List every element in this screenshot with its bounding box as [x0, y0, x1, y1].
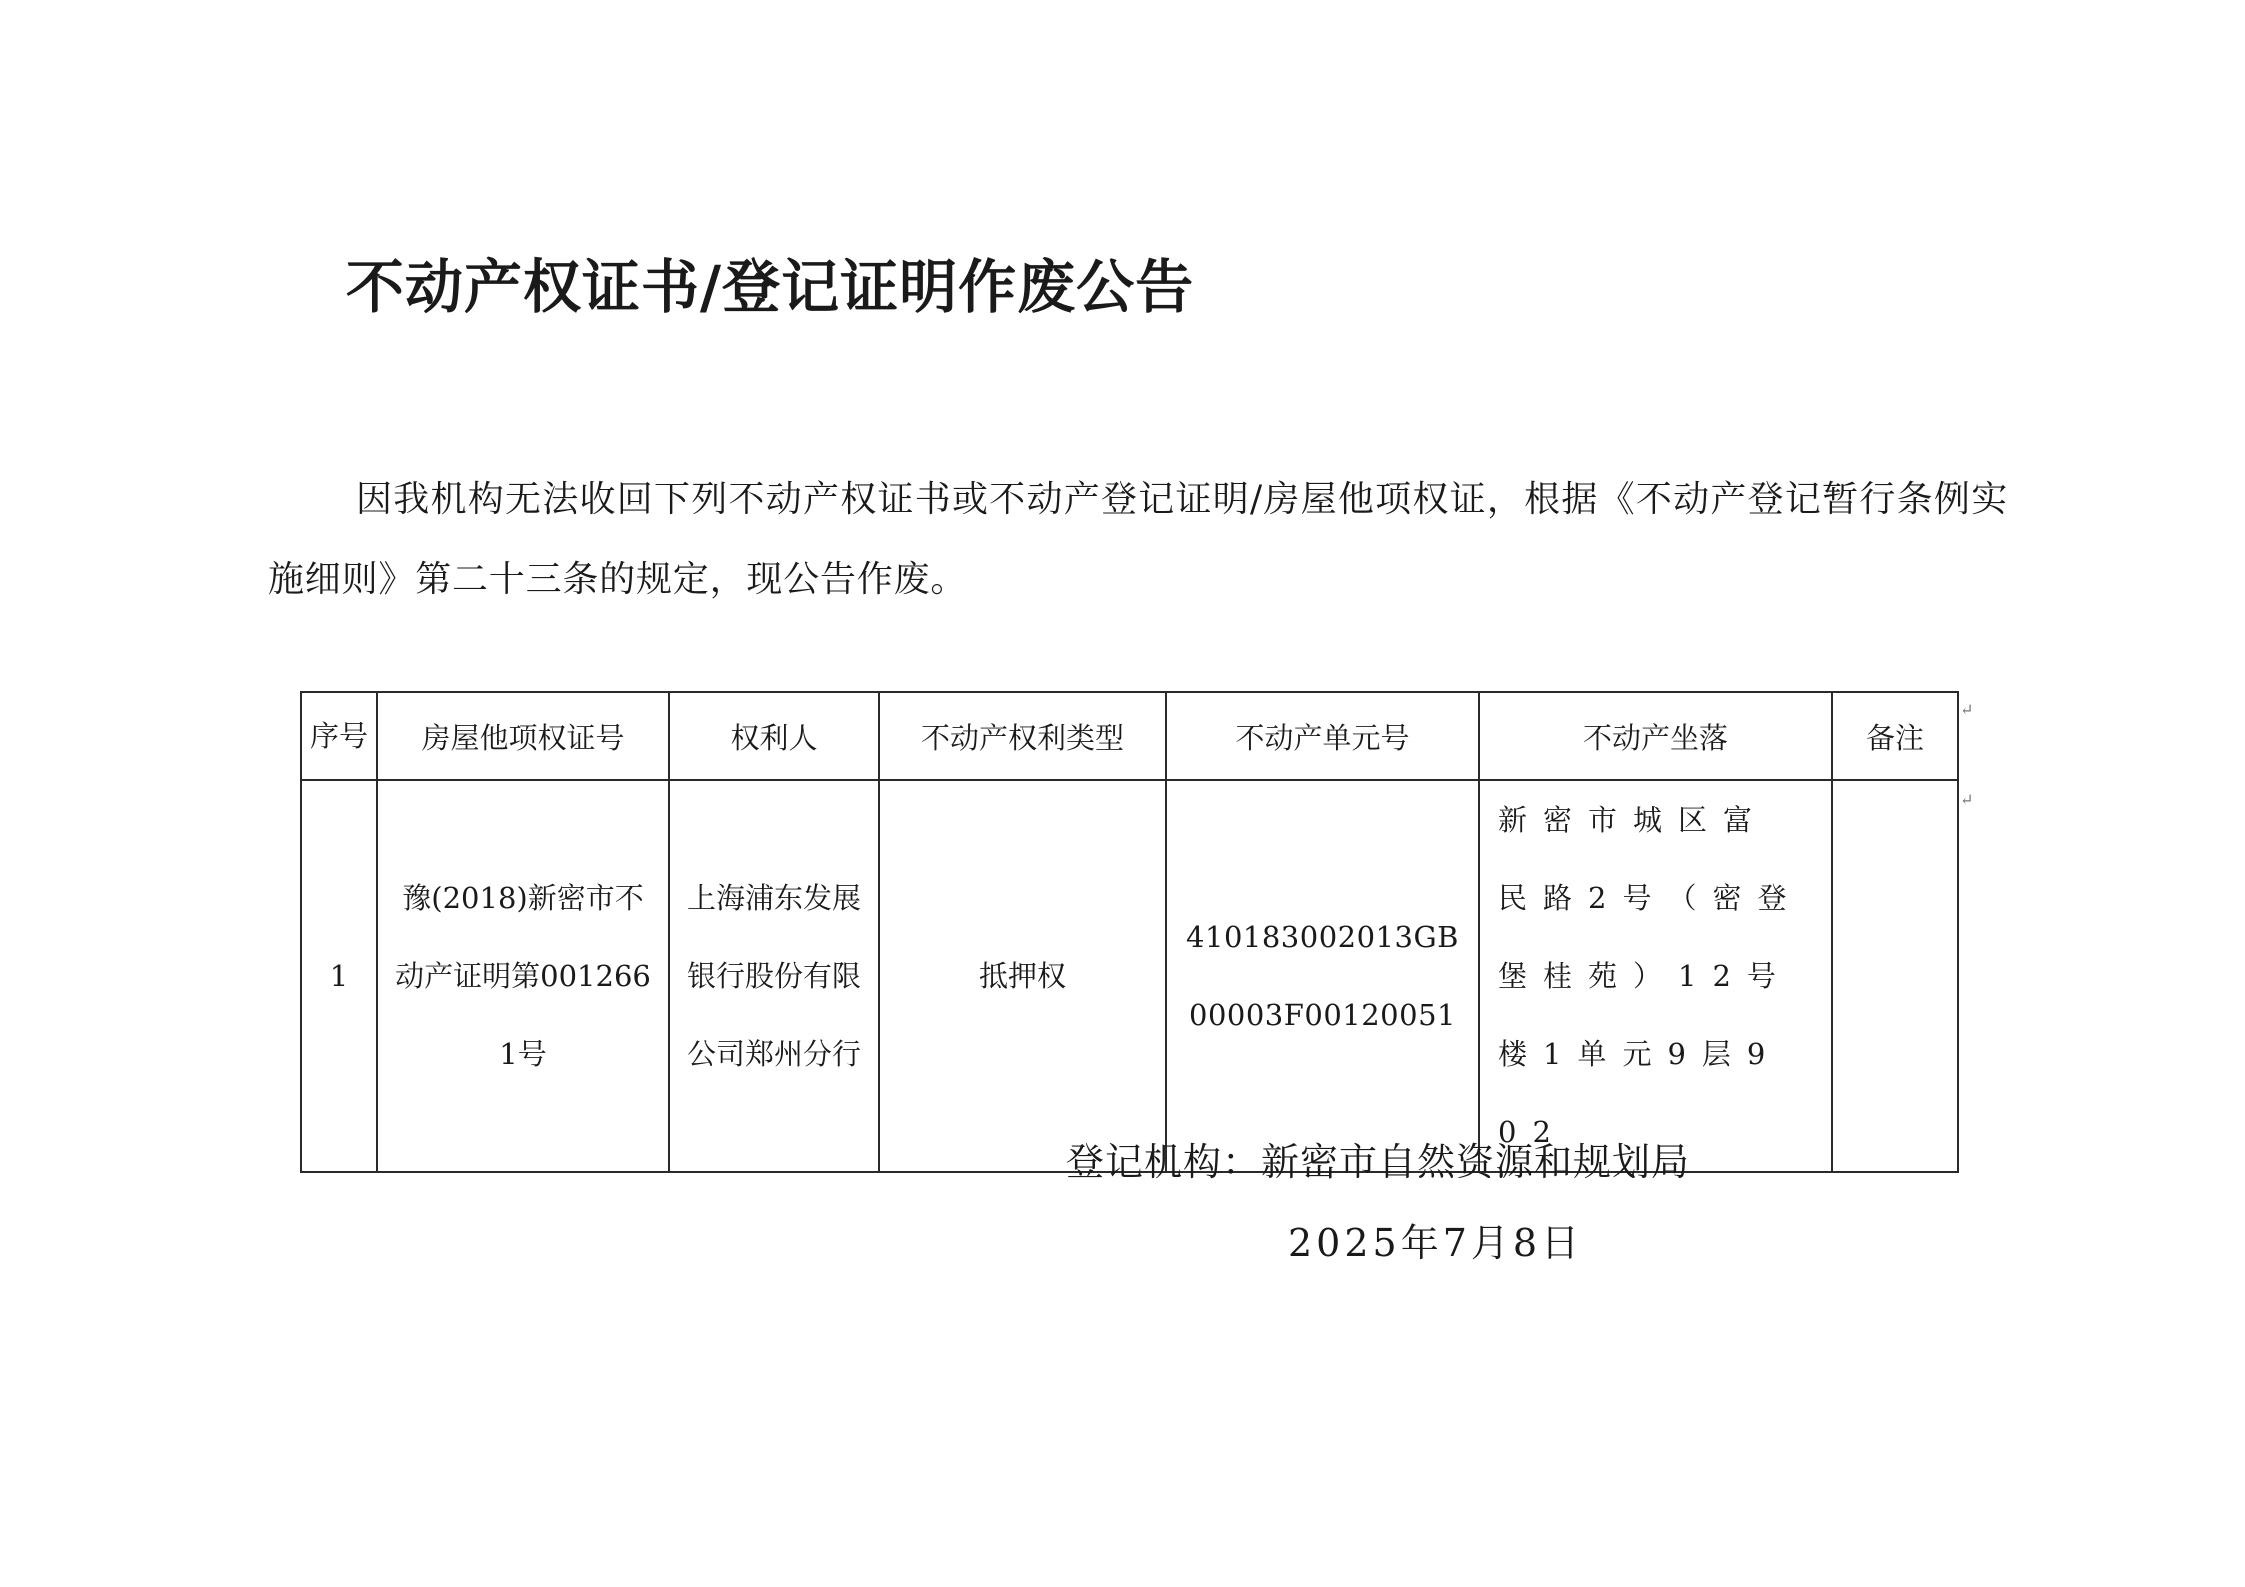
cell-location: 新密市城区富民路2号（密登堡桂苑）12号楼1单元9层902 — [1479, 780, 1832, 1172]
void-certificate-table — [300, 691, 1959, 1173]
table-edge-mark: ↵ — [1960, 790, 1974, 809]
header-unit-no: 不动产单元号 — [1166, 692, 1479, 780]
header-remarks: 备注 — [1832, 692, 1958, 780]
header-holder: 权利人 — [669, 692, 879, 780]
page-title: 不动产权证书/登记证明作废公告 — [345, 253, 1195, 321]
cell-remarks — [1832, 780, 1958, 1172]
cell-cert-no: 豫(2018)新密市不动产证明第0012661号 — [377, 780, 669, 1172]
header-location: 不动产坐落 — [1479, 692, 1832, 780]
header-seq: 序号 — [301, 692, 377, 780]
table-row — [301, 780, 1958, 1172]
cell-right-type: 抵押权 — [879, 780, 1166, 1172]
issuing-authority: 登记机构：新密市自然资源和规划局 — [1066, 1140, 1691, 1184]
issue-date: 2025年7月8日 — [1288, 1221, 1584, 1265]
cell-unit-no: 410183002013GB00003F00120051 — [1166, 780, 1479, 1172]
header-right-type: 不动产权利类型 — [879, 692, 1166, 780]
intro-paragraph: 因我机构无法收回下列不动产权证书或不动产登记证明/房屋他项权证，根据《不动产登记暂行条例实施细则》第二十三条的规定，现公告作废。 — [268, 479, 2008, 600]
table-header-row — [301, 692, 1958, 780]
cell-seq: 1 — [301, 780, 377, 1172]
cell-holder: 上海浦东发展银行股份有限公司郑州分行 — [669, 780, 879, 1172]
header-cert-no: 房屋他项权证号 — [377, 692, 669, 780]
table-edge-mark: ↵ — [1960, 700, 1974, 719]
